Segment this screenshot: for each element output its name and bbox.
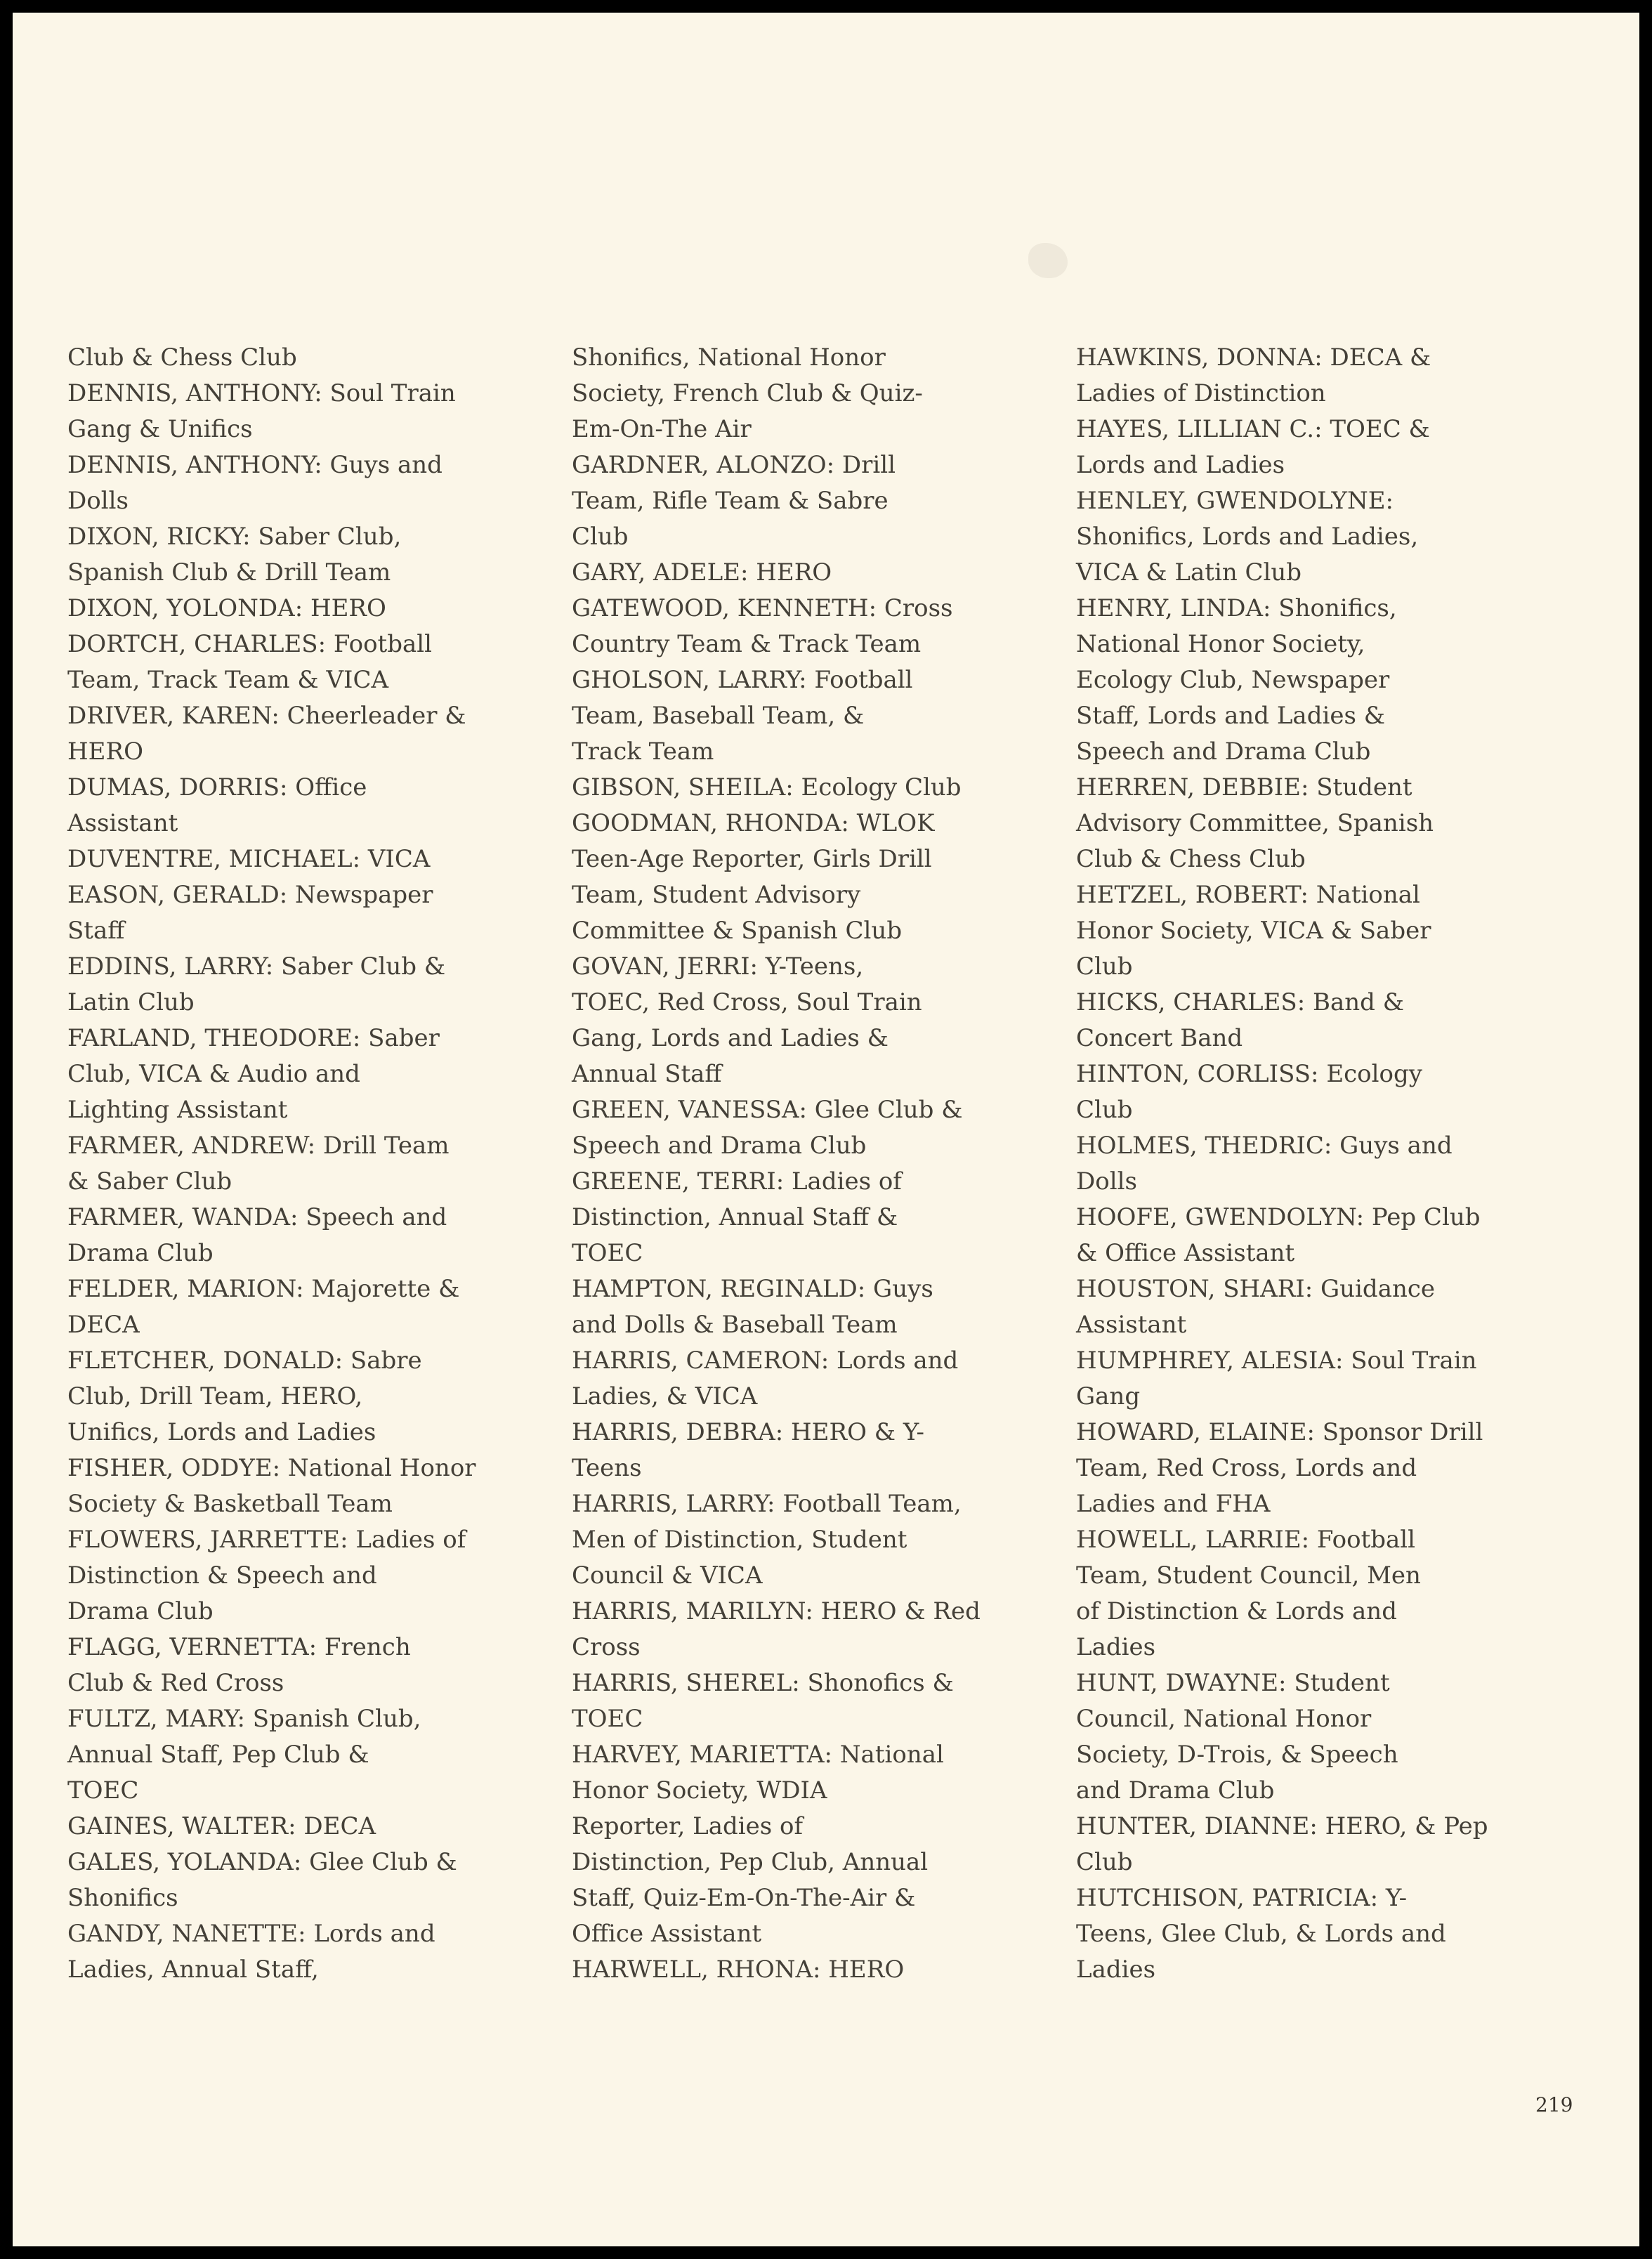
index-entry-line: FELDER, MARION: Majorette & [67,1275,460,1303]
index-entry-line: HUNTER, DIANNE: HERO, & Pep [1076,1812,1488,1840]
index-entry [1076,985,1540,1056]
index-entry-line: Ladies and FHA [1076,1490,1271,1518]
index-entry [572,1737,1021,1952]
index-entry [67,1271,531,1343]
index-entry [572,591,1021,662]
index-entry-line: Honor Society, WDIA [572,1776,827,1805]
index-entry-line: EASON, GERALD: Newspaper [67,881,433,909]
index-entry [572,1665,1021,1737]
index-entry [67,1701,531,1809]
index-entry [67,519,531,591]
index-entry-line: FLOWERS, JARRETTE: Ladies of [67,1526,466,1554]
index-entry [67,447,531,519]
index-entry-line: Dolls [67,487,129,515]
index-entry-line: Concert Band [1076,1024,1243,1052]
index-entry-line: Society, D-Trois, & Speech [1076,1741,1398,1769]
index-entry-line: National Honor Society, [1076,630,1365,658]
index-entry-line: Committee & Spanish Club [572,917,903,945]
index-entry-line: Advisory Committee, Spanish [1076,809,1434,837]
index-entry [67,1343,531,1451]
index-entry [67,1916,531,1988]
index-entry-line: Staff [67,917,125,945]
index-entry-line: TOEC [572,1239,643,1267]
index-entry-line: DECA [67,1311,140,1339]
yearbook-page [13,13,1639,2246]
index-entry-line: Em-On-The Air [572,415,752,443]
index-entry-line: FISHER, ODDYE: National Honor [67,1454,476,1482]
index-entry [1076,591,1540,770]
index-entry-line: GREENE, TERRI: Ladies of [572,1167,902,1196]
index-entry-line: Council, National Honor [1076,1705,1372,1733]
index-entry-line: FARMER, ANDREW: Drill Team [67,1132,450,1160]
index-entry [1076,483,1540,591]
index-entry-line: HARWELL, RHONA: HERO [572,1956,905,1984]
index-entry [67,376,531,447]
index-column-1 [67,340,531,1988]
index-entry [67,1021,531,1128]
index-entry-line: GREEN, VANESSA: Glee Club & [572,1096,963,1124]
index-entry [1076,1415,1540,1522]
index-entry-line: DRIVER, KAREN: Cheerleader & [67,702,466,730]
index-entry [572,1343,1021,1415]
index-entry [572,1164,1021,1271]
index-entry [67,591,531,627]
index-entry-line: Society & Basketball Team [67,1490,393,1518]
index-entry-line: Gang & Unifics [67,415,253,443]
index-entry-line: Lords and Ladies [1076,451,1285,479]
index-entry-line: Team, Rifle Team & Sabre [572,487,889,515]
index-entry-line: Team, Student Advisory [572,881,861,909]
index-entry-line: Drama Club [67,1597,214,1625]
index-entry-line: Shonifics [67,1884,178,1912]
index-entry [67,949,531,1021]
index-entry-line: GAINES, WALTER: DECA [67,1812,376,1840]
index-entry-line: Speech and Drama Club [572,1132,867,1160]
index-entry-line: Gang [1076,1382,1141,1410]
index-entry-line: Ladies [1076,1956,1156,1984]
index-entry-line: HENLEY, GWENDOLYNE: [1076,487,1394,515]
index-entry [1076,1128,1540,1200]
index-entry [1076,1056,1540,1128]
index-entry-line: FLAGG, VERNETTA: French [67,1633,411,1661]
index-entry [67,770,531,842]
index-entry-line: HENRY, LINDA: Shonifics, [1076,594,1397,622]
index-entry-line: Ladies, & VICA [572,1382,758,1410]
index-entry [67,842,531,877]
index-entry-line: EDDINS, LARRY: Saber Club & [67,952,446,981]
index-entry-line: HARRIS, SHEREL: Shonofics & [572,1669,954,1697]
index-entry-line: TOEC [572,1705,643,1733]
index-entry [572,1486,1021,1594]
index-entry-line: Assistant [67,809,178,837]
index-entry [1076,877,1540,985]
index-entry-line: FARMER, WANDA: Speech and [67,1203,447,1231]
index-entry [67,1451,531,1522]
index-entry-line: HOWARD, ELAINE: Sponsor Drill [1076,1418,1483,1446]
index-entry-line: DIXON, YOLONDA: HERO [67,594,386,622]
index-entry [67,698,531,770]
index-entry-line: Annual Staff, Pep Club & [67,1741,369,1769]
index-entry-line: GHOLSON, LARRY: Football [572,666,913,694]
index-entry-line: HERO [67,738,143,766]
index-entry [572,555,1021,591]
index-entry [1076,1522,1540,1665]
index-entry-line: GARDNER, ALONZO: Drill [572,451,896,479]
index-entry-line: DENNIS, ANTHONY: Guys and [67,451,442,479]
index-entry [572,1092,1021,1164]
index-entry-line: GANDY, NANETTE: Lords and [67,1920,435,1948]
index-entry-line: Men of Distinction, Student [572,1526,907,1554]
index-entry [67,1845,531,1916]
index-entry-line: Ladies, Annual Staff, [67,1956,319,1984]
index-entry-line: Team, Red Cross, Lords and [1076,1454,1417,1482]
index-entry-line: Office Assistant [572,1920,762,1948]
index-entry-line: HUNT, DWAYNE: Student [1076,1669,1390,1697]
index-entry-line: Unifics, Lords and Ladies [67,1418,376,1446]
index-entry-line: Teens [572,1454,642,1482]
index-entry-line: GALES, YOLANDA: Glee Club & [67,1848,457,1876]
paper-stain [1028,243,1068,278]
page-number: 219 [1535,2093,1573,2116]
index-entry [67,877,531,949]
index-entry-line: GARY, ADELE: HERO [572,558,832,587]
index-entry-line: Teen-Age Reporter, Girls Drill [572,845,932,873]
index-entry-line: GOODMAN, RHONDA: WLOK [572,809,935,837]
index-entry-line: Club & Chess Club [67,343,297,372]
index-entry-line: Ladies [1076,1633,1156,1661]
index-entry [572,447,1021,555]
index-entry-line: Society, French Club & Quiz- [572,379,923,407]
index-entry-line: Dolls [1076,1167,1137,1196]
index-entry [67,1128,531,1200]
index-entry-line: DUVENTRE, MICHAEL: VICA [67,845,431,873]
index-entry-line: Drama Club [67,1239,214,1267]
index-entry-line: Spanish Club & Drill Team [67,558,391,587]
index-entry-line: Gang, Lords and Ladies & [572,1024,889,1052]
index-entry-line: Club [572,523,629,551]
index-entry [572,1271,1021,1343]
index-entry-line: HOWELL, LARRIE: Football [1076,1526,1416,1554]
index-entry-line: Reporter, Ladies of [572,1812,804,1840]
index-entry-line: Shonifics, Lords and Ladies, [1076,523,1419,551]
index-entry-line: & Saber Club [67,1167,232,1196]
index-entry-line: Distinction, Pep Club, Annual [572,1848,929,1876]
index-entry-line: FLETCHER, DONALD: Sabre [67,1347,422,1375]
index-entry-line: HARVEY, MARIETTA: National [572,1741,944,1769]
index-entry-line: Country Team & Track Team [572,630,922,658]
index-entry [1076,1343,1540,1415]
index-entry-line: Assistant [1076,1311,1187,1339]
index-entry-line: Annual Staff [572,1060,722,1088]
index-entry-line: HUTCHISON, PATRICIA: Y- [1076,1884,1408,1912]
index-entry-line: HARRIS, MARILYN: HERO & Red [572,1597,981,1625]
index-entry-line: DENNIS, ANTHONY: Soul Train [67,379,456,407]
index-entry [1076,340,1540,412]
index-entry-line: Club [1076,1848,1133,1876]
index-entry-line: HAYES, LILLIAN C.: TOEC & [1076,415,1430,443]
index-entry [572,770,1021,806]
index-entry-line: Ladies of Distinction [1076,379,1326,407]
index-entry-line: Shonifics, National Honor [572,343,886,372]
index-entry-line: Lighting Assistant [67,1096,288,1124]
index-entry-line: HARRIS, LARRY: Football Team, [572,1490,962,1518]
index-entry-line: Honor Society, VICA & Saber [1076,917,1431,945]
index-entry [67,1200,531,1271]
index-entry-line: GATEWOOD, KENNETH: Cross [572,594,953,622]
index-entry [1076,1880,1540,1988]
index-entry-line: HAWKINS, DONNA: DECA & [1076,343,1431,372]
index-entry-line: Speech and Drama Club [1076,738,1371,766]
index-entry-line: HINTON, CORLISS: Ecology [1076,1060,1422,1088]
index-entry-line: Club, Drill Team, HERO, [67,1382,363,1410]
index-entry-line: GOVAN, JERRI: Y-Teens, [572,952,864,981]
index-entry-line: DORTCH, CHARLES: Football [67,630,432,658]
index-column-2 [572,340,1021,1988]
index-entry [572,949,1021,1092]
index-entry [572,662,1021,770]
index-entry-line: DUMAS, DORRIS: Office [67,773,367,801]
index-entry-line: Club & Chess Club [1076,845,1306,873]
index-entry-line: and Drama Club [1076,1776,1275,1805]
index-entry [1076,1200,1540,1271]
index-entry [1076,770,1540,877]
index-entry [1076,1271,1540,1343]
index-entry [1076,1665,1540,1809]
index-entry-line: HUMPHREY, ALESIA: Soul Train [1076,1347,1477,1375]
index-entry [572,806,1021,949]
index-entry-line: Council & VICA [572,1561,763,1590]
index-entry-line: GIBSON, SHEILA: Ecology Club [572,773,962,801]
index-entry-line: HARRIS, DEBRA: HERO & Y- [572,1418,925,1446]
index-entry-line: Ecology Club, Newspaper [1076,666,1390,694]
index-entry-line: of Distinction & Lords and [1076,1597,1397,1625]
index-entry [67,627,531,698]
index-column-3 [1076,340,1540,1988]
index-entry-line: DIXON, RICKY: Saber Club, [67,523,402,551]
index-entry-line: & Office Assistant [1076,1239,1295,1267]
index-entry-line: Staff, Quiz-Em-On-The-Air & [572,1884,916,1912]
index-entry-line: HICKS, CHARLES: Band & [1076,988,1404,1016]
index-entry-line: HOUSTON, SHARI: Guidance [1076,1275,1436,1303]
index-entry-line: Club [1076,952,1133,981]
index-entry [1076,1809,1540,1880]
index-entry-line: Teens, Glee Club, & Lords and [1076,1920,1446,1948]
index-entry-line: HERREN, DEBBIE: Student [1076,773,1412,801]
index-entry [67,1630,531,1701]
index-entry-line: HETZEL, ROBERT: National [1076,881,1420,909]
index-entry [1076,412,1540,483]
index-entry [572,340,1021,447]
index-entry-line: Club, VICA & Audio and [67,1060,360,1088]
index-entry-line: TOEC [67,1776,139,1805]
index-entry [572,1594,1021,1665]
index-entry-line: Team, Student Council, Men [1076,1561,1421,1590]
index-entry-line: TOEC, Red Cross, Soul Train [572,988,922,1016]
index-entry-line: FARLAND, THEODORE: Saber [67,1024,440,1052]
index-entry-line: Team, Baseball Team, & [572,702,865,730]
index-entry [67,1522,531,1630]
index-entry-line: Team, Track Team & VICA [67,666,389,694]
index-entry-line: Club & Red Cross [67,1669,284,1697]
index-entry [572,1952,1021,1988]
index-entry-line: Distinction & Speech and [67,1561,377,1590]
index-entry-line: Latin Club [67,988,195,1016]
index-entry-line: Distinction, Annual Staff & [572,1203,898,1231]
index-entry-line: VICA & Latin Club [1076,558,1302,587]
index-entry [67,1809,531,1845]
index-entry-line: FULTZ, MARY: Spanish Club, [67,1705,421,1733]
index-entry-line: Cross [572,1633,641,1661]
index-entry-line: HOLMES, THEDRIC: Guys and [1076,1132,1453,1160]
index-entry-line: and Dolls & Baseball Team [572,1311,898,1339]
index-entry [67,340,531,376]
index-entry-line: HOOFE, GWENDOLYN: Pep Club [1076,1203,1481,1231]
index-entry-line: Club [1076,1096,1133,1124]
index-entry [572,1415,1021,1486]
index-entry-line: Track Team [572,738,714,766]
index-entry-line: HAMPTON, REGINALD: Guys [572,1275,933,1303]
index-entry-line: Staff, Lords and Ladies & [1076,702,1385,730]
index-entry-line: HARRIS, CAMERON: Lords and [572,1347,959,1375]
